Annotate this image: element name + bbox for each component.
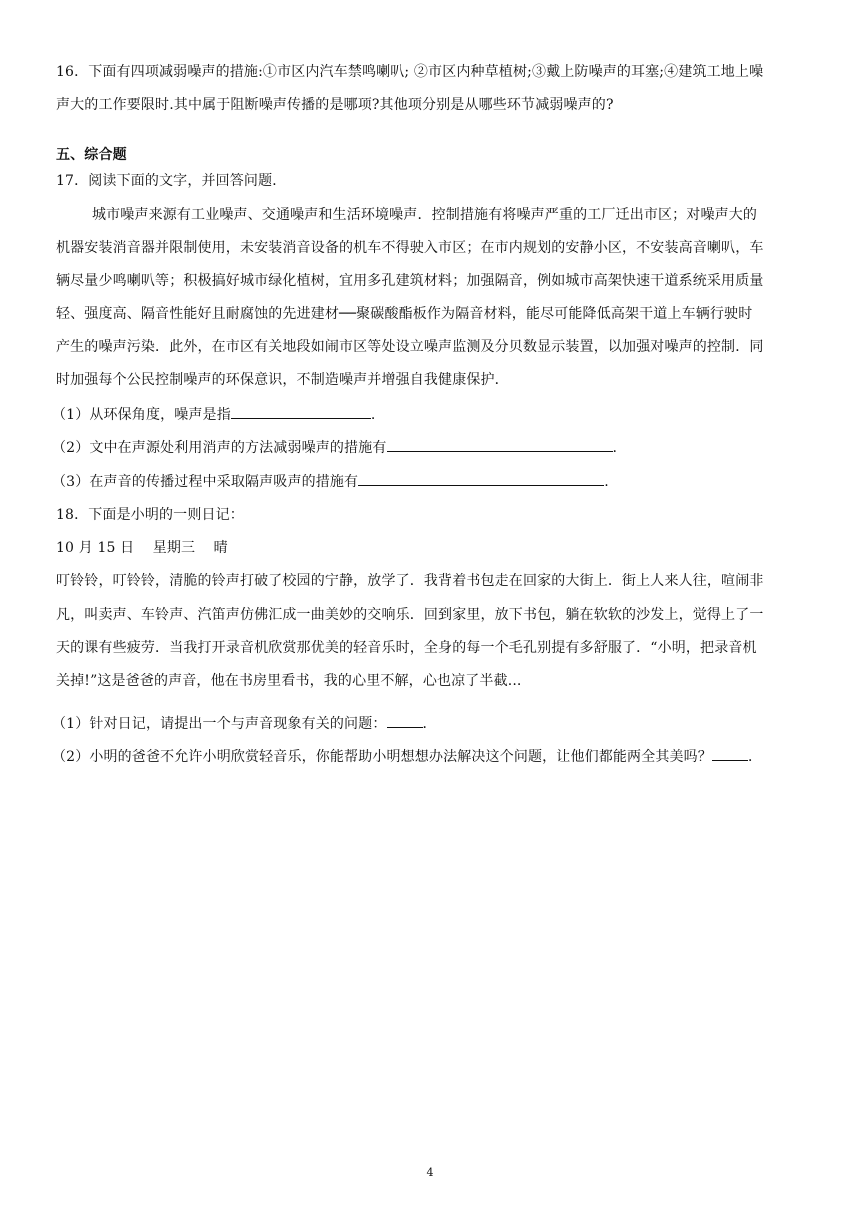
diary-line: 天的课有些疲劳．当我打开录音机欣赏那优美的轻音乐时，全身的每一个毛孔别提有多舒服了．“小明，把录音机 — [56, 640, 757, 656]
q17-passage-line: 时加强每个公民控制噪声的环保意识，不制造噪声并增强自我健康保护． — [56, 372, 509, 388]
page-number: 4 — [426, 1166, 434, 1179]
q16-line-1: 16．下面有四项减弱噪声的措施:①市区内汽车禁鸣喇叭; ②市区内种草植树;③戴上防噪声的耳塞;④建筑工地上噪 — [56, 64, 764, 80]
q17-passage-line: 城市噪声来源有工业噪声、交通噪声和生活环境噪声．控制措施有将噪声严重的工厂迁出市区；对噪声大的 — [92, 207, 758, 223]
q18-sub2-text: （2）小明的爸爸不允许小明欣赏轻音乐，你能帮助小明想想办法解决这个问题，让他们都能两全其美吗？ — [52, 749, 712, 765]
q17-sub3-end: . — [604, 474, 609, 490]
q17-sub1-end: . — [370, 407, 376, 423]
q17-sub3-text: （3）在声音的传播过程中采取隔声吸声的措施有 — [52, 474, 359, 490]
q17-passage-line: 辆尽量少鸣喇叭等；积极搞好城市绿化植树，宜用多孔建筑材料；加强隔音，例如城市高架快速干道系统采用质量 — [56, 273, 764, 289]
answer-blank[interactable] — [712, 746, 748, 761]
q18-sub-question-2 — [52, 746, 762, 767]
q18-sub2-end: ． — [747, 749, 763, 765]
q18-sub1-end: ． — [422, 716, 437, 732]
diary-line: 关掉!”这是爸爸的声音，他在书房里看书，我的心里不解，心也凉了半截... — [56, 673, 522, 689]
diary-line: 凡，叫卖声、车铃声、汽笛声仿佛汇成一曲美妙的交响乐．回到家里，放下书包，躺在软软的沙发上，觉得上了一 — [56, 607, 764, 623]
answer-blank[interactable] — [231, 404, 371, 419]
section-heading: 五、综合题 — [56, 147, 127, 163]
diary-date: 10 月 15 日 星期三 晴 — [56, 540, 228, 556]
q17-sub-question-2 — [52, 437, 617, 458]
q17-sub-question-3 — [52, 471, 609, 492]
q16-line-2: 声大的工作要限时.其中属于阻断噪声传播的是哪项?其他项分别是从哪些环节减弱噪声的? — [56, 97, 614, 113]
diary-line: 叮铃铃，叮铃铃，清脆的铃声打破了校园的宁静，放学了．我背着书包走在回家的大街上．街上人来人往，喧闹非 — [56, 573, 764, 589]
q18-sub1-text: （1）针对日记，请提出一个与声音现象有关的问题： — [52, 716, 387, 732]
q17-passage-line: 轻、强度高、隔音性能好且耐腐蚀的先进建材──聚碳酸酯板作为隔音材料，能尽可能降低高架干道上车辆行驶时 — [56, 306, 753, 322]
q17-sub2-text: （2）文中在声源处利用消声的方法减弱噪声的措施有 — [52, 440, 387, 456]
q18-sub-question-1 — [52, 713, 437, 734]
answer-blank[interactable] — [358, 471, 604, 486]
q17-sub2-end: . — [612, 440, 618, 456]
answer-blank[interactable] — [387, 713, 423, 728]
q18-prompt: 18．下面是小明的一则日记： — [56, 507, 244, 523]
q17-prompt: 17．阅读下面的文字，并回答问题． — [56, 173, 287, 189]
q17-sub-question-1 — [52, 404, 375, 425]
q17-sub1-text: （1）从环保角度，噪声是指 — [52, 407, 231, 423]
answer-blank[interactable] — [387, 437, 613, 452]
q17-passage-line: 产生的噪声污染．此外，在市区有关地段如闹市区等处设立噪声监测及分贝数显示装置，以加强对噪声的控制．同 — [56, 339, 764, 355]
q17-passage-line: 机器安装消音器并限制使用，未安装消音设备的机车不得驶入市区；在市内规划的安静小区，不安装高音喇叭，车 — [56, 240, 764, 256]
